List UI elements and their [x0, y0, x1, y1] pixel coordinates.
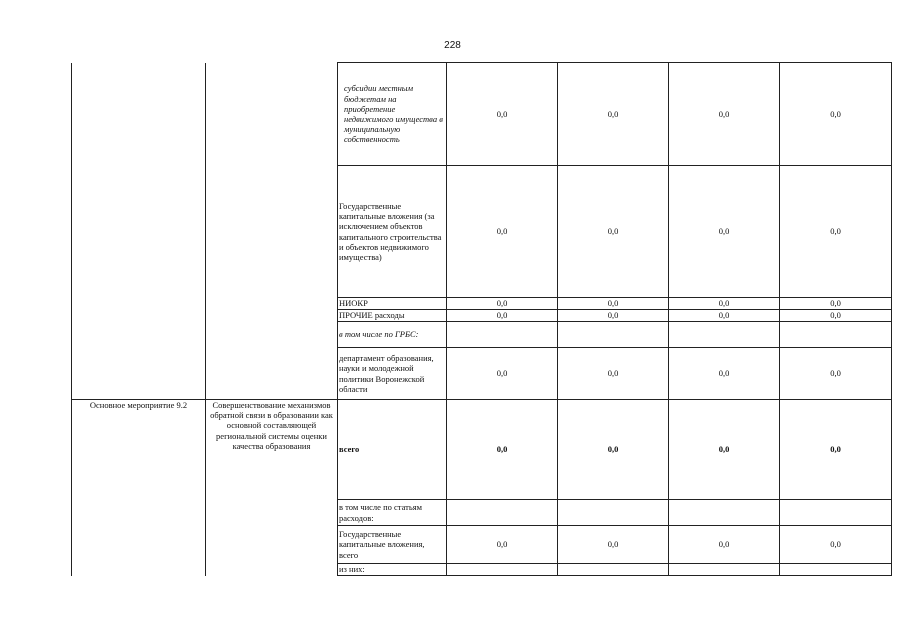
row-label: всего — [338, 400, 447, 500]
value-cell: 0,0 — [780, 298, 892, 310]
value-cell: 0,0 — [447, 298, 558, 310]
row-label: Государственные капитальные вложения, всего — [338, 526, 447, 564]
empty-cell — [780, 322, 892, 348]
row-label: Государственные капитальные вложения (за исключением объектов капитального строительства и объектов недвижимого имущества) — [338, 166, 447, 298]
value-cell: 0,0 — [780, 63, 892, 166]
value-cell: 0,0 — [780, 310, 892, 322]
empty-cell — [558, 500, 669, 526]
value-cell: 0,0 — [447, 310, 558, 322]
empty-cell — [447, 322, 558, 348]
row-label: НИОКР — [338, 298, 447, 310]
row-label: субсидии местным бюджетам на приобретение недвижимого имущества в муниципальную собственность — [338, 63, 447, 166]
value-cell: 0,0 — [780, 400, 892, 500]
empty-cell — [669, 500, 780, 526]
row-label: из них: — [338, 564, 447, 576]
value-cell: 0,0 — [558, 348, 669, 400]
value-cell: 0,0 — [447, 63, 558, 166]
value-cell: 0,0 — [669, 526, 780, 564]
value-cell: 0,0 — [558, 298, 669, 310]
empty-cell — [72, 63, 206, 400]
value-cell: 0,0 — [447, 526, 558, 564]
value-cell: 0,0 — [669, 310, 780, 322]
value-cell: 0,0 — [669, 298, 780, 310]
empty-cell — [780, 500, 892, 526]
empty-cell — [780, 564, 892, 576]
empty-cell — [558, 322, 669, 348]
value-cell: 0,0 — [669, 166, 780, 298]
row-label: ПРОЧИЕ расходы — [338, 310, 447, 322]
value-cell: 0,0 — [447, 400, 558, 500]
value-cell: 0,0 — [447, 166, 558, 298]
empty-cell — [669, 322, 780, 348]
value-cell: 0,0 — [558, 400, 669, 500]
value-cell: 0,0 — [558, 310, 669, 322]
measure-name: Основное мероприятие 9.2 — [72, 400, 206, 576]
measure-description: Совершенствование механизмов обратной связи в образовании как основной составляющей региональной системы оценки качества образования — [206, 400, 338, 576]
empty-cell — [447, 564, 558, 576]
row-label: в том числе по ГРБС: — [338, 322, 447, 348]
value-cell: 0,0 — [669, 63, 780, 166]
empty-cell — [669, 564, 780, 576]
row-label: в том числе по статьям расходов: — [338, 500, 447, 526]
value-cell: 0,0 — [447, 348, 558, 400]
budget-table — [71, 62, 892, 576]
value-cell: 0,0 — [558, 63, 669, 166]
table-row — [72, 63, 892, 166]
empty-cell — [206, 63, 338, 400]
row-label: департамент образования, науки и молодежной политики Воронежской области — [338, 348, 447, 400]
empty-cell — [447, 500, 558, 526]
table-row — [72, 400, 892, 500]
page-number: 228 — [444, 40, 461, 51]
value-cell: 0,0 — [780, 526, 892, 564]
value-cell: 0,0 — [669, 348, 780, 400]
empty-cell — [558, 564, 669, 576]
value-cell: 0,0 — [780, 166, 892, 298]
value-cell: 0,0 — [558, 526, 669, 564]
value-cell: 0,0 — [669, 400, 780, 500]
value-cell: 0,0 — [558, 166, 669, 298]
value-cell: 0,0 — [780, 348, 892, 400]
